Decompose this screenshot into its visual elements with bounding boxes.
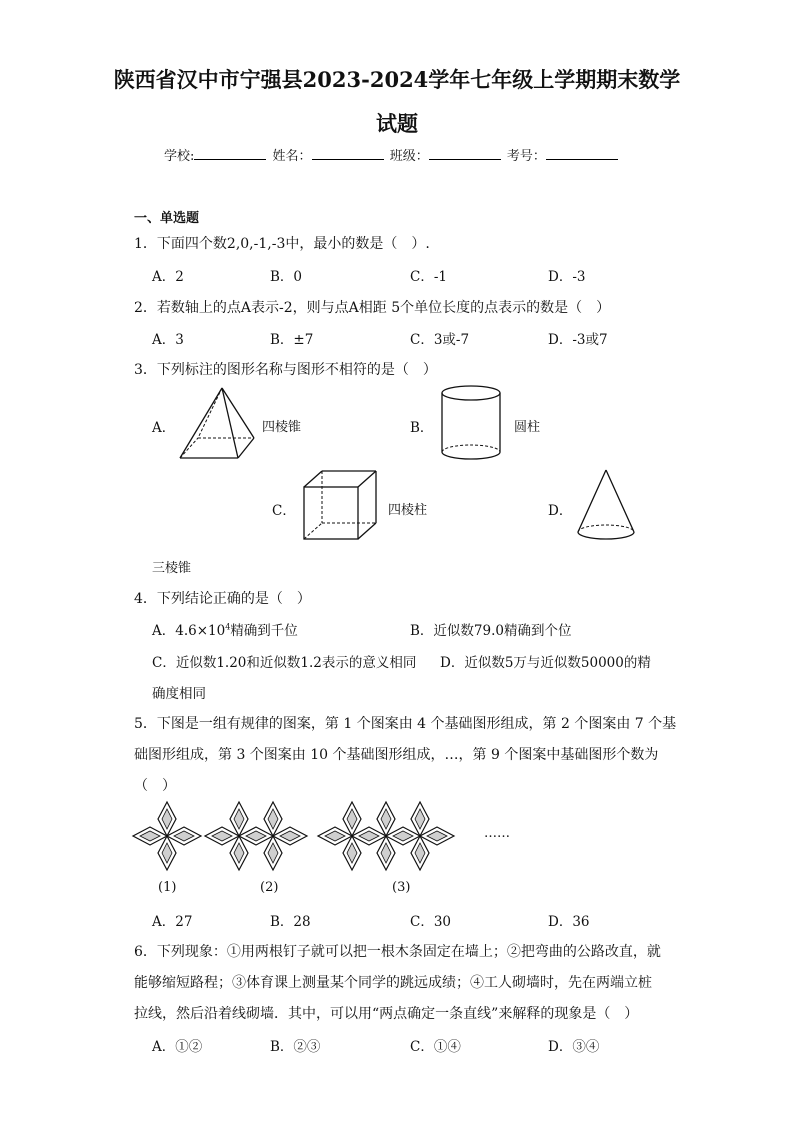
- q4-stem: 4．下列结论正确的是（ ）: [134, 591, 311, 607]
- school-blank[interactable]: [194, 147, 266, 160]
- cylinder-figure: [440, 384, 504, 464]
- exam-no-label: 考号：: [506, 149, 546, 164]
- q4-option-a-prefix: A．4.6×10: [152, 623, 226, 639]
- class-blank[interactable]: [429, 147, 501, 160]
- name-label: 姓名：: [272, 149, 312, 164]
- q4-option-a-suffix: 精确到千位: [230, 623, 298, 639]
- q6-option-b[interactable]: B．②③: [270, 1039, 321, 1055]
- q6-stem-line2: 能够缩短路程；③体育课上测量某个同学的跳远成绩；④工人砌墙时，先在两端立桩: [134, 975, 652, 991]
- q4-option-d[interactable]: D．近似数5万与近似数50000的精: [440, 655, 651, 671]
- pattern-label-2: (2): [260, 880, 279, 895]
- q5-option-c[interactable]: C．30: [410, 914, 452, 930]
- pattern-2: [205, 802, 307, 870]
- q1-option-c[interactable]: C．-1: [410, 269, 447, 285]
- pattern-label-3: (3): [392, 880, 411, 895]
- pattern-1: [133, 802, 201, 870]
- prism-figure: [302, 469, 382, 543]
- q5-option-a[interactable]: A．27: [152, 914, 193, 930]
- q4-option-c[interactable]: C．近似数1.20和近似数1.2表示的意义相同: [152, 655, 417, 671]
- q3-option-b[interactable]: B．: [410, 420, 434, 436]
- q1-option-a[interactable]: A．2: [152, 269, 184, 285]
- q2-stem: 2．若数轴上的点A表示-2，则与点A相距 5个单位长度的点表示的数是（ ）: [134, 300, 611, 316]
- q1-option-b[interactable]: B．0: [270, 269, 303, 285]
- figure-name-cylinder: 圆柱: [514, 420, 541, 435]
- q3-option-c[interactable]: C．: [272, 503, 296, 519]
- q4-option-b[interactable]: B．近似数79.0精确到个位: [410, 623, 572, 639]
- cone-figure: [576, 468, 638, 548]
- q2-option-d[interactable]: D．-3或7: [548, 332, 608, 348]
- q2-option-a[interactable]: A．3: [152, 332, 184, 348]
- figure-name-cone: 三棱锥: [152, 561, 192, 576]
- q3-stem: 3．下列标注的图形名称与图形不相符的是（ ）: [134, 362, 437, 378]
- class-label: 班级：: [389, 149, 429, 164]
- q4-option-d-continued: 确度相同: [152, 686, 206, 702]
- q1-stem: 1．下面四个数2,0,-1,-3中，最小的数是（ ）.: [134, 236, 430, 252]
- section-heading: 一、单选题: [134, 211, 200, 226]
- q5-stem-line1: 5．下图是一组有规律的图案，第 1 个图案由 4 个基础图形组成，第 2 个图案由 7 个基: [134, 716, 677, 732]
- q6-option-c[interactable]: C．①④: [410, 1039, 461, 1055]
- figure-name-square-pyramid: 四棱锥: [262, 420, 302, 435]
- square-pyramid-figure: [178, 386, 258, 462]
- q4-option-a-exponent: 4: [225, 622, 231, 632]
- pattern-3: [318, 802, 454, 870]
- school-label: 学校:: [164, 149, 195, 164]
- q6-stem-line3: 拉线，然后沿着线砌墙．其中，可以用“两点确定一条直线”来解释的现象是（ ）: [134, 1006, 639, 1022]
- q6-option-a[interactable]: A．①②: [152, 1039, 203, 1055]
- page-title-line1: 陕西省汉中市宁强县2023-2024学年七年级上学期期末数学: [113, 67, 681, 92]
- q2-option-b[interactable]: B．±7: [270, 332, 314, 348]
- q3-option-d[interactable]: D．: [548, 503, 573, 519]
- q2-option-c[interactable]: C．3或-7: [410, 332, 470, 348]
- q6-option-d[interactable]: D．③④: [548, 1039, 600, 1055]
- name-blank[interactable]: [312, 147, 384, 160]
- q4-option-a[interactable]: [152, 619, 298, 639]
- q6-stem-line1: 6．下列现象：①用两根钉子就可以把一根木条固定在墙上；②把弯曲的公路改直，就: [134, 944, 661, 960]
- pattern-ellipsis: ……: [484, 826, 510, 841]
- pattern-sequence-figure: [130, 800, 490, 876]
- pattern-label-1: (1): [158, 880, 177, 895]
- exam-no-blank[interactable]: [546, 147, 618, 160]
- figure-name-prism: 四棱柱: [388, 503, 428, 518]
- q3-option-a[interactable]: A．: [152, 420, 176, 436]
- q5-stem-line3: （ ）: [134, 778, 176, 794]
- q5-stem-line2: 础图形组成，第 3 个图案由 10 个基础图形组成，…，第 9 个图案中基础图形个数为: [134, 747, 659, 763]
- q1-option-d[interactable]: D．-3: [548, 269, 586, 285]
- q5-option-b[interactable]: B．28: [270, 914, 311, 930]
- student-info-line: [164, 145, 620, 164]
- page-title-line2: 试题: [376, 111, 418, 136]
- q5-option-d[interactable]: D．36: [548, 914, 590, 930]
